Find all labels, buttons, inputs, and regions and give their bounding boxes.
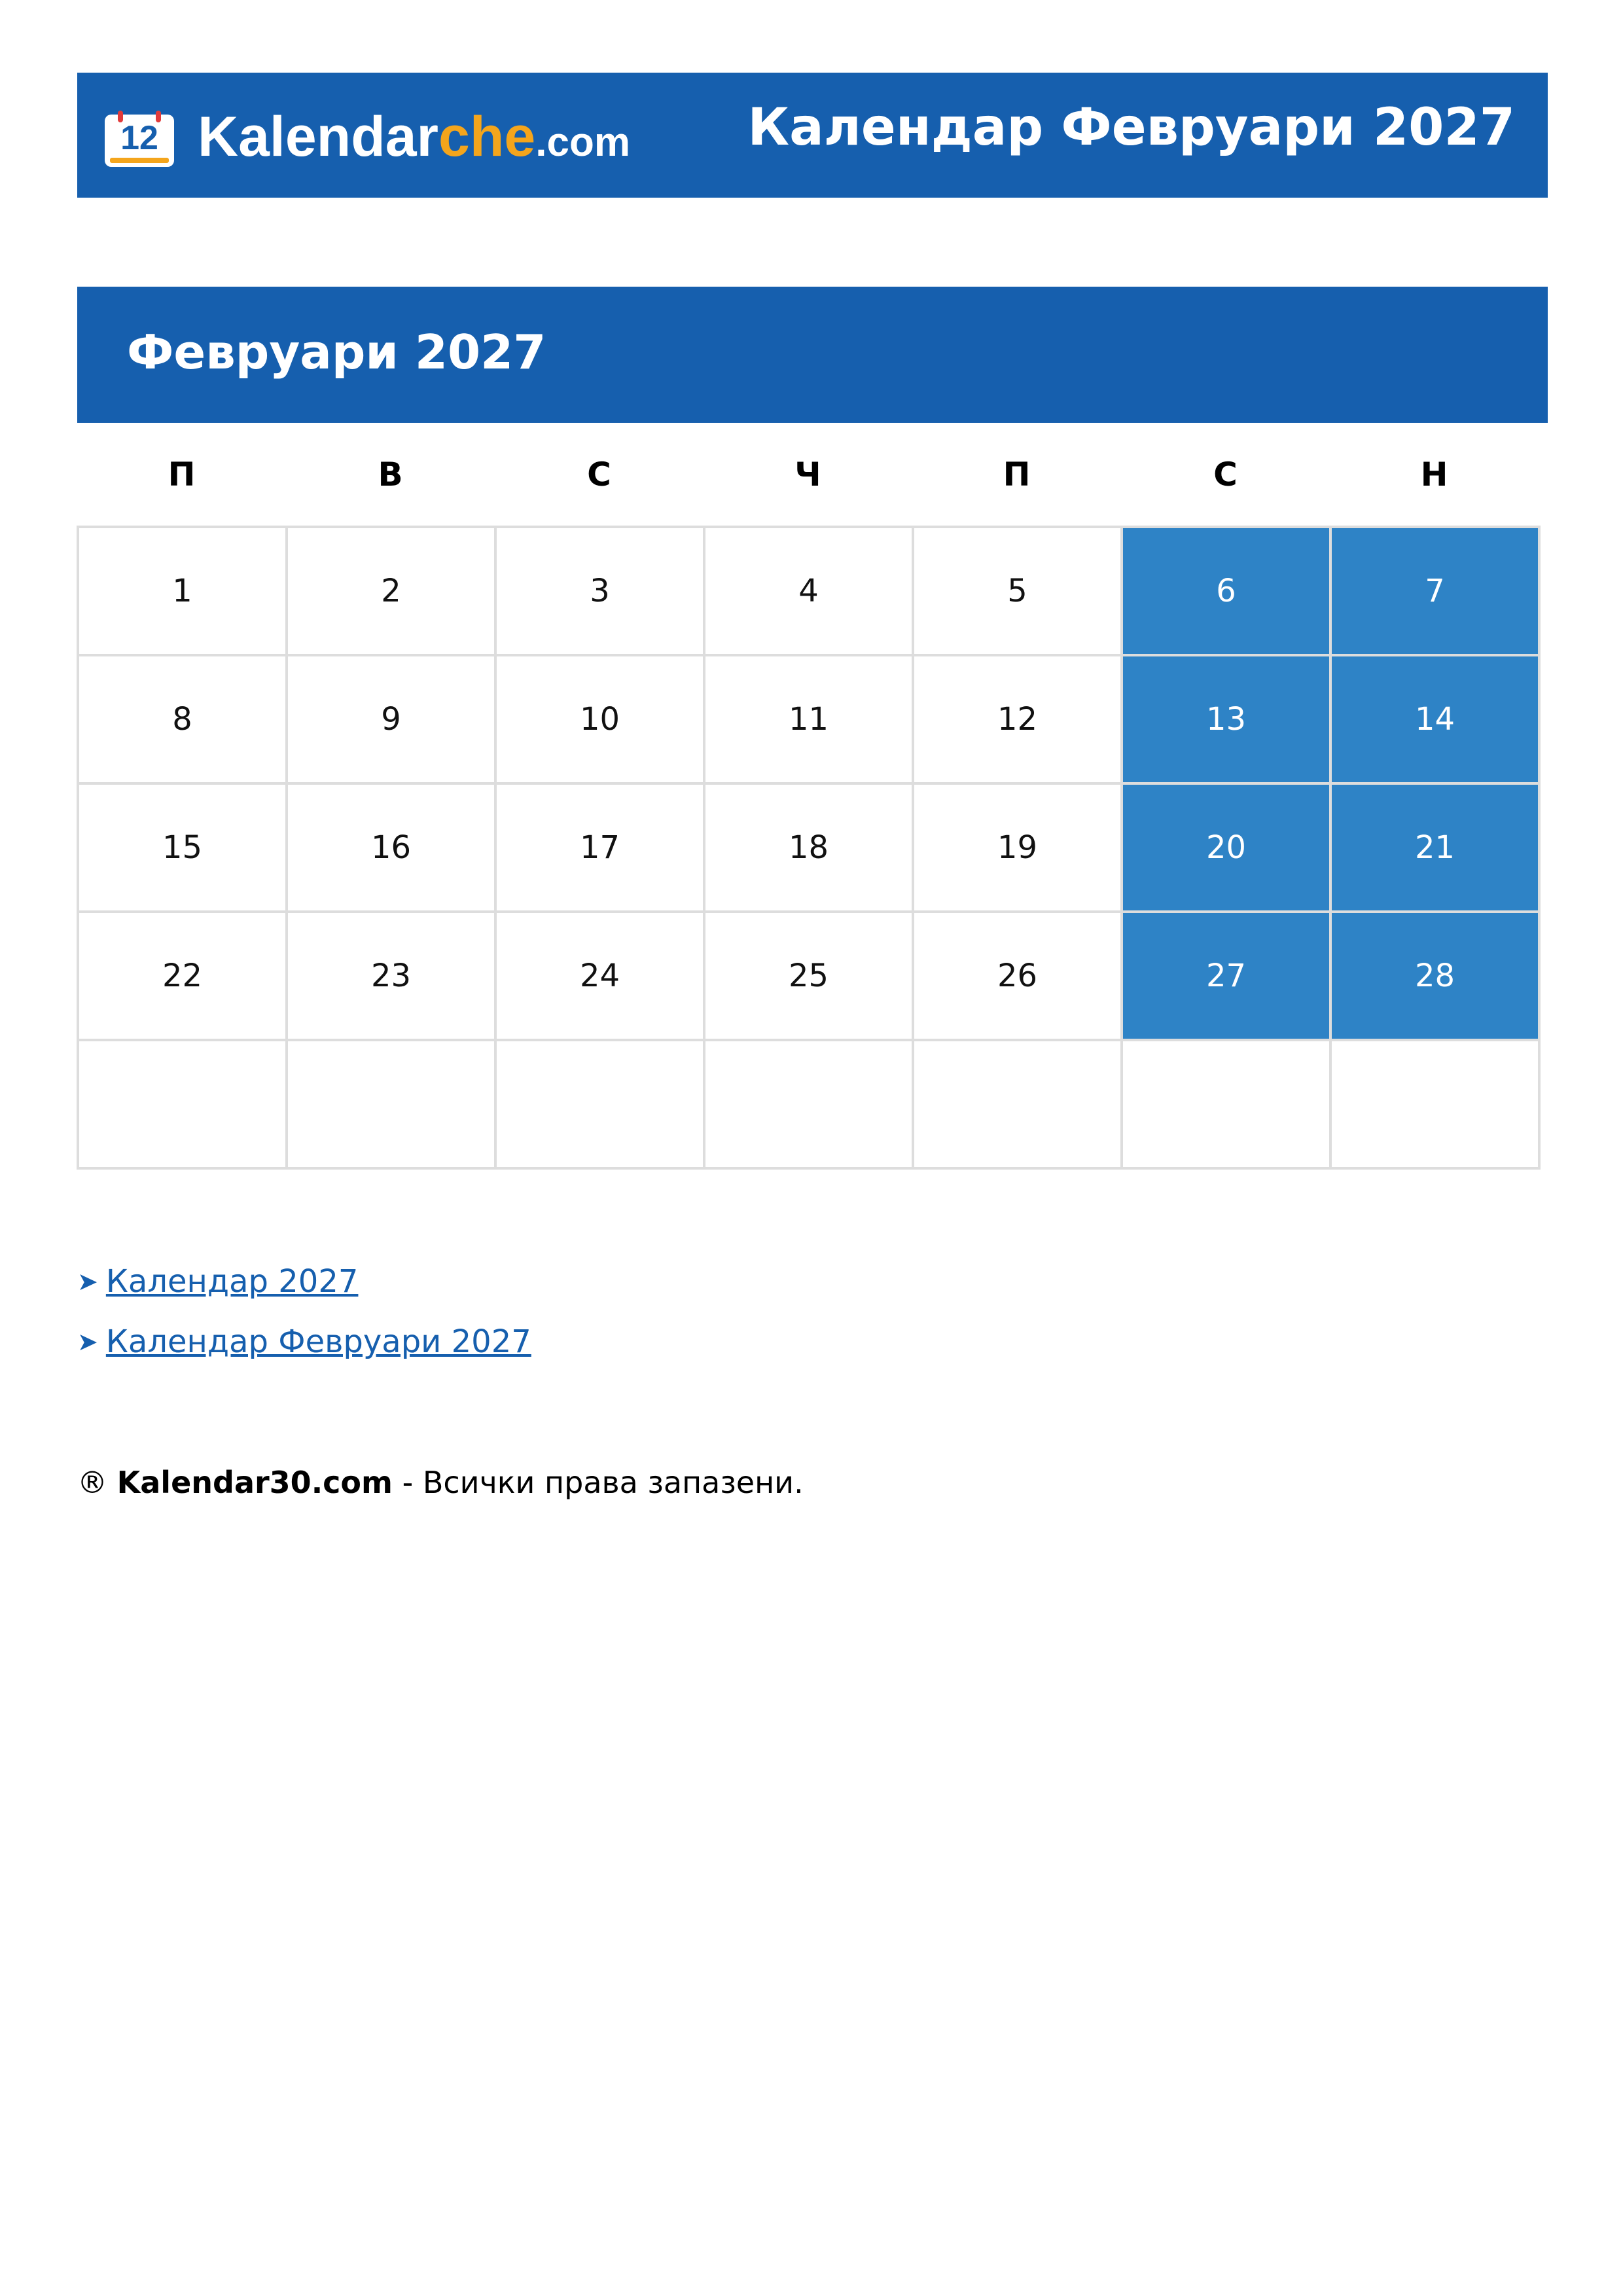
link-row	[77, 1251, 531, 1312]
month-title: Февруари 2027	[127, 325, 546, 380]
logo-part-che: che	[438, 105, 536, 168]
weekend-day-cell: 21	[1332, 785, 1541, 913]
empty-day-cell	[914, 1041, 1123, 1170]
day-cell: 23	[288, 913, 497, 1041]
weekday-monday: П	[168, 456, 196, 493]
link-row	[77, 1312, 531, 1372]
logo-wordmark	[198, 104, 630, 175]
day-cell: 15	[79, 785, 288, 913]
logo-part-com: .com	[535, 119, 630, 165]
weekend-day-cell: 6	[1123, 528, 1332, 656]
day-cell: 9	[288, 656, 497, 785]
day-cell: 22	[79, 913, 288, 1041]
arrow-right-icon: ➤	[77, 1267, 98, 1296]
empty-day-cell	[1332, 1041, 1541, 1170]
footer-rights-text: - Всички права запазени.	[402, 1465, 804, 1500]
site-logo[interactable]	[105, 107, 630, 172]
registered-symbol: ®	[77, 1465, 107, 1500]
empty-day-cell	[497, 1041, 705, 1170]
weekend-day-cell: 14	[1332, 656, 1541, 785]
day-cell: 17	[497, 785, 705, 913]
link-calendar-february-2027[interactable]: Календар Февруари 2027	[105, 1323, 531, 1360]
day-cell: 4	[705, 528, 914, 656]
day-cell: 24	[497, 913, 705, 1041]
logo-part-kalendar: Kalendar	[198, 105, 439, 168]
day-cell: 18	[705, 785, 914, 913]
empty-day-cell	[1123, 1041, 1332, 1170]
empty-day-cell	[288, 1041, 497, 1170]
footer-site-name: Kalendar30.com	[116, 1465, 393, 1500]
calendar-icon-number: 12	[120, 119, 158, 157]
day-cell: 2	[288, 528, 497, 656]
day-cell: 5	[914, 528, 1123, 656]
weekend-day-cell: 20	[1123, 785, 1332, 913]
page-title: Календар Февруари 2027	[747, 98, 1515, 157]
day-cell: 19	[914, 785, 1123, 913]
weekend-day-cell: 13	[1123, 656, 1332, 785]
weekday-saturday: С	[1213, 456, 1238, 493]
day-cell: 16	[288, 785, 497, 913]
weekday-tuesday: В	[378, 456, 403, 493]
weekend-day-cell: 7	[1332, 528, 1541, 656]
day-cell: 26	[914, 913, 1123, 1041]
page-header	[77, 73, 1548, 198]
month-bar	[77, 287, 1548, 423]
footer-copyright	[77, 1460, 804, 1505]
calendar-icon	[105, 111, 174, 168]
weekday-thursday: Ч	[794, 456, 821, 493]
weekday-header-row	[77, 452, 1539, 497]
day-cell: 25	[705, 913, 914, 1041]
empty-day-cell	[705, 1041, 914, 1170]
link-calendar-2027[interactable]: Календар 2027	[105, 1263, 359, 1300]
weekend-day-cell: 28	[1332, 913, 1541, 1041]
related-links	[77, 1251, 531, 1372]
day-cell: 11	[705, 656, 914, 785]
weekend-day-cell: 27	[1123, 913, 1332, 1041]
weekday-friday: П	[1003, 456, 1031, 493]
weekday-wednesday: С	[587, 456, 611, 493]
day-cell: 10	[497, 656, 705, 785]
day-cell: 1	[79, 528, 288, 656]
calendar-grid	[77, 526, 1541, 1170]
empty-day-cell	[79, 1041, 288, 1170]
day-cell: 8	[79, 656, 288, 785]
day-cell: 3	[497, 528, 705, 656]
arrow-right-icon: ➤	[77, 1327, 98, 1356]
day-cell: 12	[914, 656, 1123, 785]
weekday-sunday: Н	[1420, 456, 1448, 493]
